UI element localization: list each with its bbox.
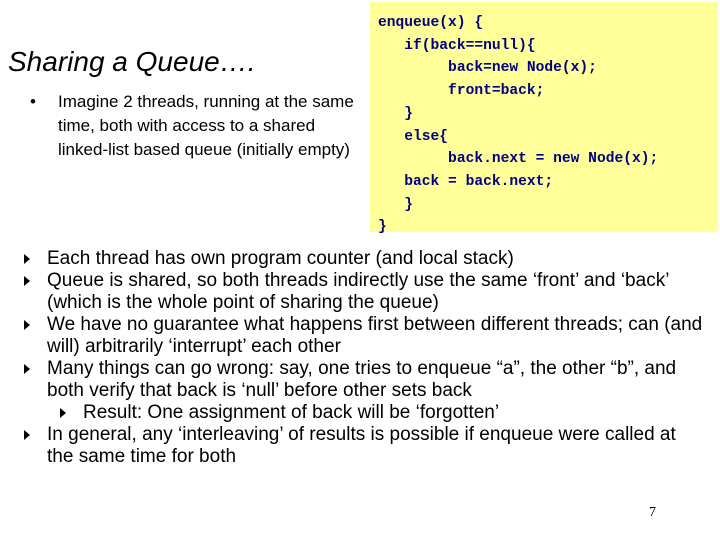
code-line: back.next = new Node(x);: [378, 151, 659, 168]
intro-bullet: [30, 90, 360, 162]
arrow-bullet-icon: [24, 364, 30, 374]
slide-title: Sharing a Queue….: [8, 46, 256, 77]
list-item-text: In general, any ‘interleaving’ of results is possible if enqueue were called at the same time for both: [47, 424, 676, 467]
code-line: }: [378, 196, 414, 213]
code-line: }: [378, 219, 387, 236]
code-line: back = back.next;: [378, 173, 554, 190]
list-item-text: Queue is shared, so both threads indirectly use the same ‘front’ and ‘back’ (which is the whole point of sharing the queue): [47, 270, 669, 313]
arrow-bullet-icon: [24, 320, 30, 330]
code-line: back=new Node(x);: [378, 60, 597, 77]
list-item: [24, 248, 704, 270]
arrow-bullet-icon: [24, 276, 30, 286]
code-block: [378, 12, 718, 239]
list-item-text: Many things can go wrong: say, one tries to enqueue “a”, the other “b”, and both verify that back is ‘null’ before other sets back: [47, 358, 677, 401]
page-number: 7: [649, 505, 656, 520]
code-line: else{: [378, 128, 449, 145]
code-line: if(back==null){: [378, 37, 536, 54]
bullet-list: [24, 248, 704, 468]
list-item: [24, 270, 704, 314]
bullet-dot: •: [30, 92, 36, 111]
code-line: front=back;: [378, 83, 545, 100]
arrow-bullet-icon: [24, 430, 30, 440]
sub-list-item: [24, 402, 704, 424]
intro-text: Imagine 2 threads, running at the same time, both with access to a shared linked-list based queue (initially empty): [58, 92, 354, 159]
code-line: }: [378, 105, 414, 122]
list-item: [24, 424, 704, 468]
code-line: enqueue(x) {: [378, 15, 484, 31]
code-box: [370, 2, 718, 236]
list-item-text: Each thread has own program counter (and local stack): [47, 248, 514, 269]
list-item: [24, 358, 704, 402]
list-item-text: We have no guarantee what happens first between different threads; can (and will) arbitrarily ‘interrupt’ each other: [47, 314, 703, 357]
arrow-bullet-icon: [24, 254, 30, 264]
list-item: [24, 314, 704, 358]
arrow-bullet-icon: [60, 408, 66, 418]
list-item-text: Result: One assignment of back will be ‘forgotten’: [83, 402, 500, 423]
